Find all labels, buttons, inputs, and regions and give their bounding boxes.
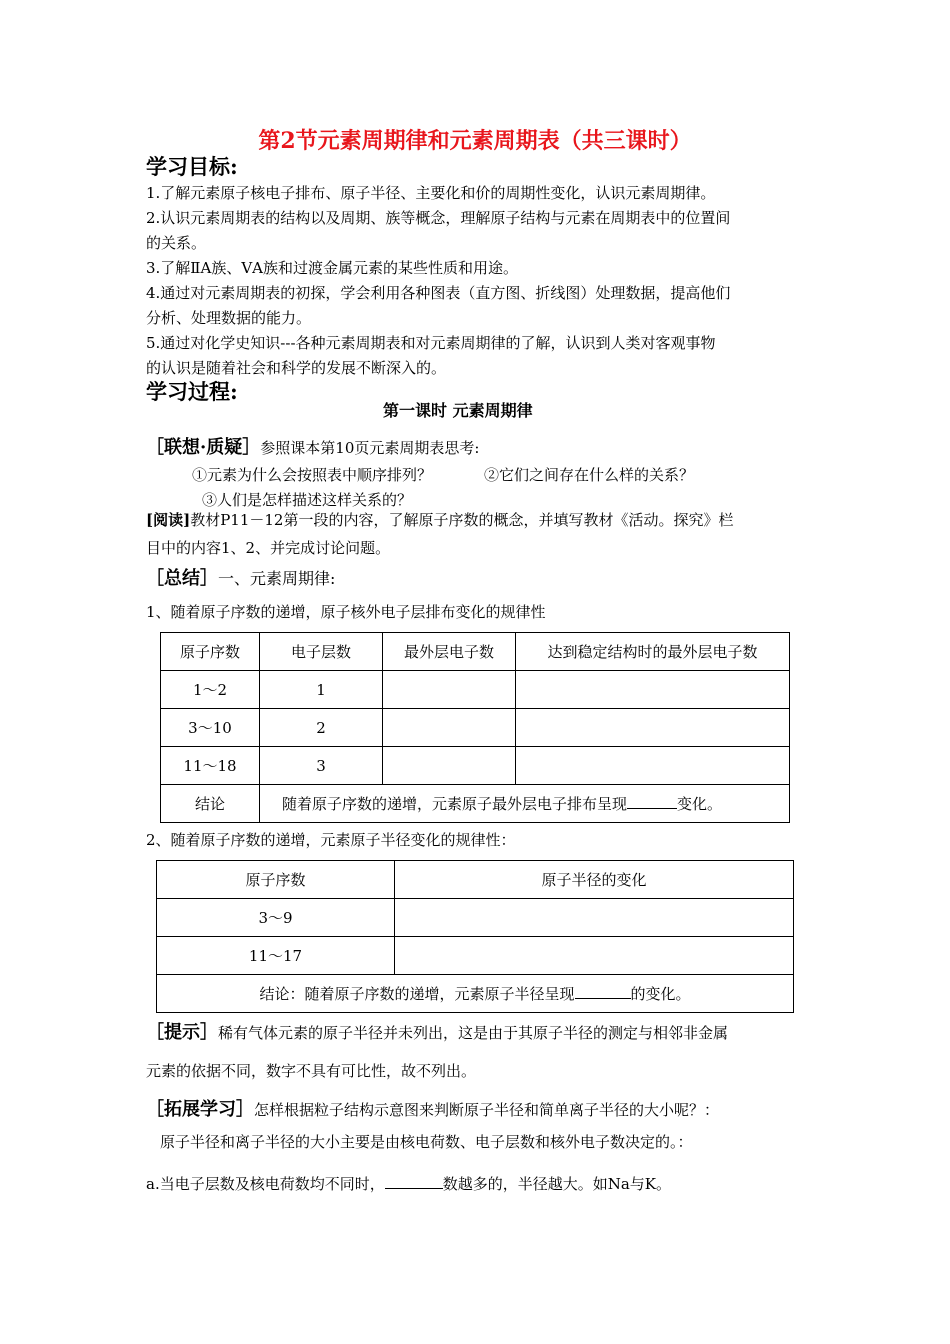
summary-tag: ［总结］ [146,568,218,589]
empty-cell [383,709,516,747]
process-heading: 学习过程: [146,379,238,404]
think-line [146,433,479,459]
empty-cell [383,747,516,785]
table-row [161,709,790,747]
question-3: ③人们是怎样描述这样关系的？ [202,491,413,509]
table-cell: 2 [260,709,383,747]
table-cell: 11～18 [161,747,260,785]
electron-layer-table [160,632,790,823]
conclusion-row [161,785,790,823]
section-2-heading: 2、随着原子序数的递增，元素原子半径变化的规律性： [146,831,516,849]
goal-item: 5.通过对化学史知识---各种元素周期表和对元素周期律的了解，认识到人类对客观事物 [146,334,716,352]
read-text-2: 目中的内容1、2、并完成讨论问题。 [146,539,391,557]
table-header-cell: 达到稳定结构时的最外层电子数 [516,633,790,671]
extend-text: 怎样根据粒子结构示意图来判断原子半径和简单离子半径的大小呢？： [254,1101,720,1119]
tip-tag: ［提示］ [146,1022,218,1043]
conclusion-text-end: 的变化。 [630,985,691,1003]
point-a-text: a.当电子层数及核电荷数均不同时， [146,1175,385,1193]
table-row [161,671,790,709]
conclusion-row [157,975,794,1013]
conclusion-label: 结论 [161,785,260,823]
fill-blank [627,808,677,809]
table-cell: 3 [260,747,383,785]
table-header-row [161,633,790,671]
conclusion-text: 随着原子序数的递增，元素原子最外层电子排布呈现 [282,795,628,813]
table-header-cell: 原子半径的变化 [395,861,794,899]
goals-heading: 学习目标: [146,154,238,179]
goal-item: 4.通过对元素周期表的初探，学会利用各种图表（直方图、折线图）处理数据，提高他们 [146,284,731,302]
fill-blank [385,1188,443,1189]
tip-line [146,1018,728,1044]
conclusion-cell [157,975,794,1013]
extend-line-2: 原子半径和离子半径的大小主要是由核电荷数、电子层数和核外电子数决定的。： [160,1133,693,1151]
extend-tag: ［拓展学习］ [146,1099,254,1120]
think-tag: ［联想·质疑］ [146,437,261,458]
empty-cell [395,899,794,937]
empty-cell [516,709,790,747]
conclusion-text-end: 变化。 [677,795,723,813]
table-header-cell: 电子层数 [260,633,383,671]
empty-cell [516,747,790,785]
empty-cell [383,671,516,709]
tip-text-2: 元素的依据不同，数字不具有可比性，故不列出。 [146,1062,477,1080]
table-cell: 3～9 [157,899,395,937]
summary-text: 一、元素周期律: [218,569,336,588]
lesson-title: 第一课时 元素周期律 [383,401,533,420]
point-a-text-end: 数越多的，半径越大。如Na与K。 [442,1175,671,1193]
empty-cell [516,671,790,709]
section-1-heading: 1、随着原子序数的递增，原子核外电子层排布变化的规律性 [146,603,546,621]
summary-line [146,564,335,590]
think-text: 参照课本第10页元素周期表思考: [260,439,480,457]
goal-item: 分析、处理数据的能力。 [146,309,312,327]
extend-line [146,1095,719,1121]
goal-item: 3.了解ⅡA族、ⅤA族和过渡金属元素的某些性质和用途。 [146,259,519,277]
table-header-row [157,861,794,899]
empty-cell [395,937,794,975]
goal-item: 的认识是随着社会和科学的发展不断深入的。 [146,359,447,377]
question-1: ①元素为什么会按照表中顺序排列？ [192,466,433,484]
conclusion-cell [260,785,790,823]
table-header-cell: 原子序数 [157,861,395,899]
atomic-radius-table [156,860,794,1013]
table-cell: 1 [260,671,383,709]
goal-item: 的关系。 [146,234,207,252]
table-cell: 11～17 [157,937,395,975]
question-2: ②它们之间存在什么样的关系？ [484,466,695,484]
goal-item: 1.了解元素原子核电子排布、原子半径、主要化和价的周期性变化，认识元素周期律。 [146,184,716,202]
page-title: 第2节元素周期律和元素周期表（共三课时） [258,128,692,154]
fill-blank [575,998,631,999]
conclusion-text: 结论：随着原子序数的递增，元素原子半径呈现 [259,985,575,1003]
table-header-cell: 最外层电子数 [383,633,516,671]
extend-point-a [146,1173,671,1194]
table-row [157,937,794,975]
table-row [157,899,794,937]
table-cell: 3～10 [161,709,260,747]
tip-text: 稀有气体元素的原子半径并未列出，这是由于其原子半径的测定与相邻非金属 [218,1024,729,1042]
read-line [146,509,733,530]
table-cell: 1～2 [161,671,260,709]
table-row [161,747,790,785]
read-text: 教材P11－12第一段的内容，了解原子序数的概念，并填写教材《活动。探究》栏 [190,511,734,529]
table-header-cell: 原子序数 [161,633,260,671]
read-tag: [阅读] [146,511,191,529]
goal-item: 2.认识元素周期表的结构以及周期、族等概念，理解原子结构与元素在周期表中的位置间 [146,209,731,227]
